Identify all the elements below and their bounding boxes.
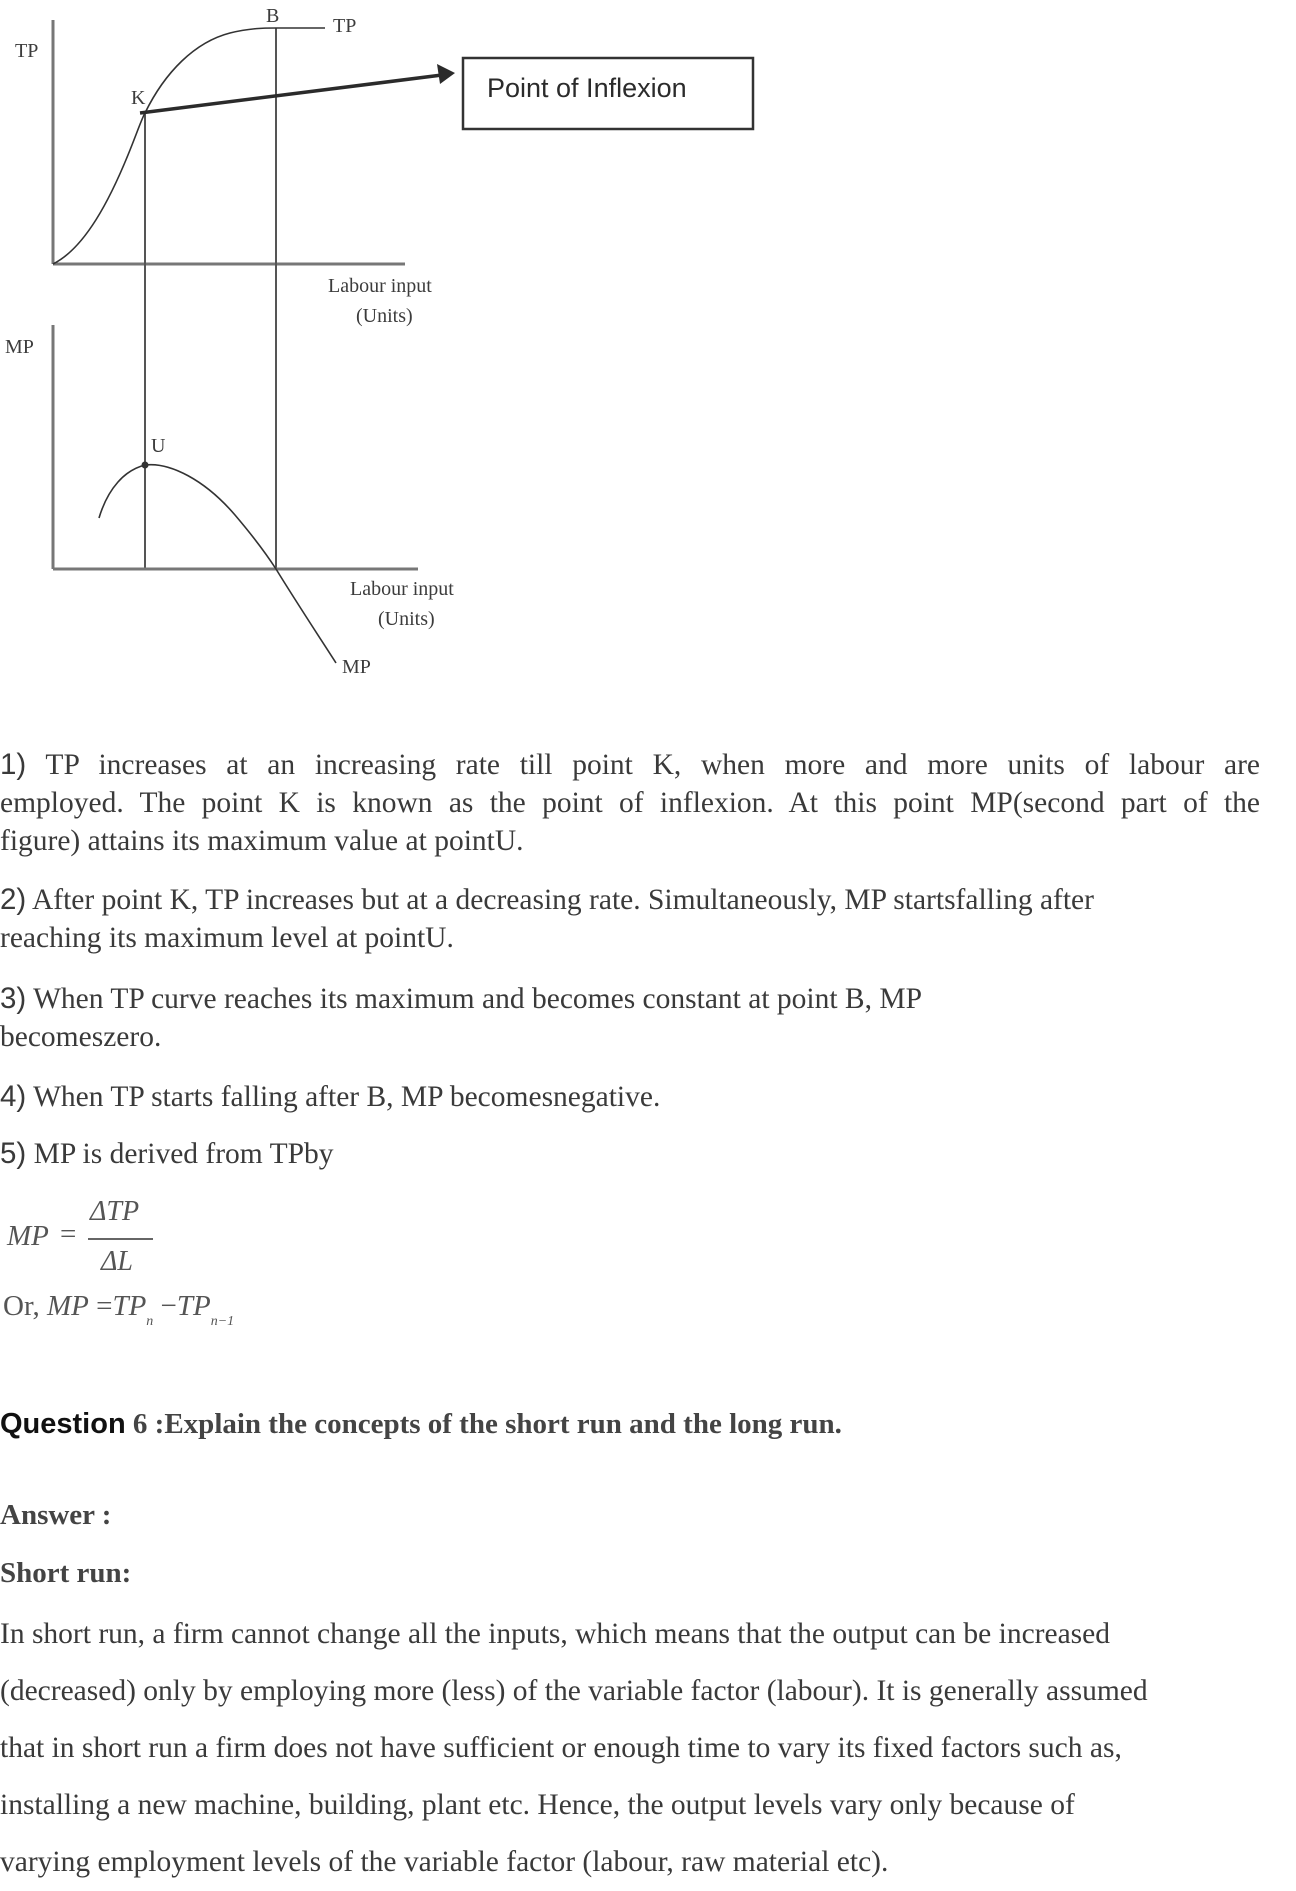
list-number: 3) [0,982,27,1015]
callout-text: Point of Inflexion [487,73,687,103]
point-u-label: U [151,435,166,457]
list-item-1: 1) TP increases at an increasing rate till point K, when more and more units of labour are employed. The point K is known as the point of inflexion. At this point MP(second part of the figure) attains its maximum value at pointU. [0,748,1260,857]
question-heading [0,1408,842,1441]
short-run-paragraph: In short run, a firm cannot change all the inputs, which means that the output can be increased (decreased) only by employing more (less) of the variable factor (labour). It is generally assumed that in short run a firm does not have sufficient or enough time to vary its fixed factors such as, installing a new machine, building, plant etc. Hence, the output levels vary only because of varying employment levels of the variable factor (labour, raw material etc). [0,1618,1148,1878]
formula-denominator: ΔL [101,1246,134,1277]
tp-curve [53,28,325,264]
question-number: 6 : [125,1408,165,1440]
mp-x-axis-units: (Units) [378,608,435,630]
answer-label: Answer : [0,1499,112,1531]
point-k-label: K [131,87,146,109]
mp-y-axis-label: MP [5,336,34,358]
list-number: 5) [0,1137,27,1170]
mp-curve [99,465,336,663]
point-b-label: B [266,5,280,27]
question-label: Question [0,1408,126,1440]
mp-x-axis-label: Labour input [350,578,454,600]
point-u-marker [142,462,149,469]
list-item-3: 3) When TP curve reaches its maximum and becomes constant at point B, MP becomeszero. [0,982,922,1053]
formula-equals: = [60,1218,77,1250]
short-run-heading: Short run: [0,1557,132,1589]
list-item-5: 5) MP is derived from TPby [0,1137,334,1170]
list-item-4: 4) When TP starts falling after B, MP becomesnegative. [0,1080,661,1113]
tp-curve-label: TP [333,15,357,37]
formula-alt: Or, MP $=TP_n -TP_{n-1}$ [3,1290,235,1329]
tp-mp-diagram [0,0,780,700]
formula-numerator: ΔTP [90,1196,140,1227]
fraction-bar [88,1238,153,1240]
list-item-2: 2) After point K, TP increases but at a decreasing rate. Simultaneously, MP startsfalling after reaching its maximum level at pointU. [0,883,1094,954]
question-text: Explain the concepts of the short run and the long run. [164,1408,842,1440]
inflexion-arrow [140,75,442,113]
tp-y-axis-label: TP [15,40,39,62]
list-number: 2) [0,883,27,916]
formula-lhs: MP [7,1220,49,1252]
tp-x-axis-units: (Units) [356,305,413,327]
list-number: 1) [0,748,27,781]
arrow-head-icon [437,64,455,84]
mp-curve-label: MP [342,656,371,678]
list-number: 4) [0,1080,27,1113]
tp-x-axis-label: Labour input [328,275,432,297]
